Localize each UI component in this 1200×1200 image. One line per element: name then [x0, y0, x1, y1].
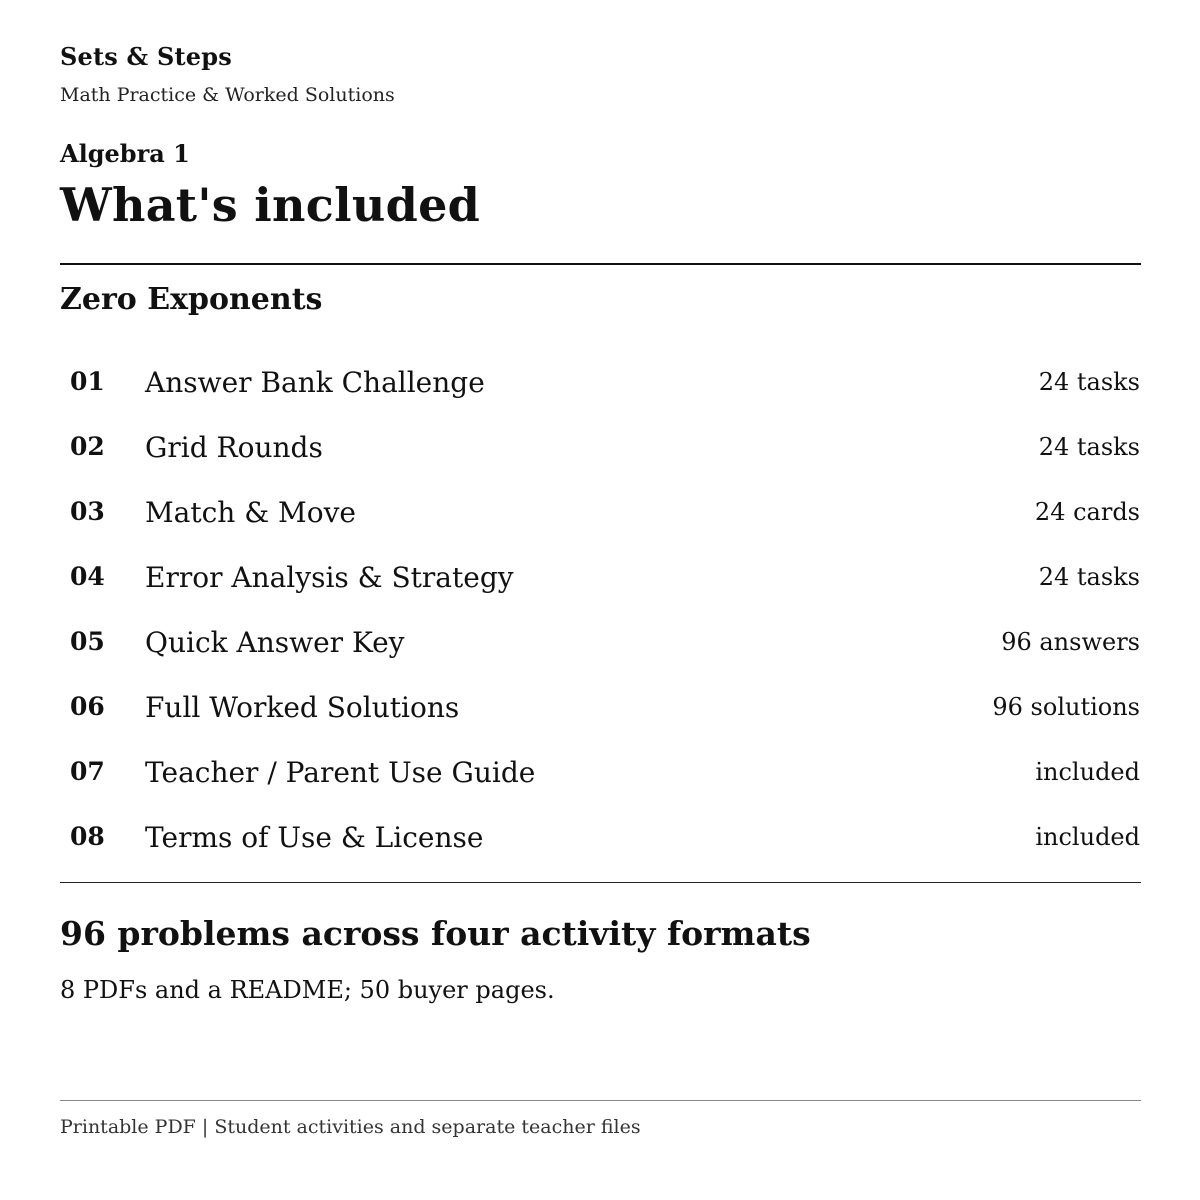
- list-item: [60, 612, 1141, 677]
- item-title: Answer Bank Challenge: [145, 366, 485, 399]
- item-number: 01: [70, 367, 105, 396]
- item-number: 07: [70, 757, 105, 786]
- item-count: 96 answers: [1001, 628, 1140, 656]
- item-title: Teacher / Parent Use Guide: [145, 756, 536, 789]
- summary-title: 96 problems across four activity formats: [60, 914, 811, 953]
- item-number: 04: [70, 562, 105, 591]
- item-count: 24 tasks: [1038, 563, 1140, 591]
- item-count: included: [1035, 823, 1140, 851]
- list-item: [60, 677, 1141, 742]
- item-number: 03: [70, 497, 105, 526]
- brand-name: Sets & Steps: [60, 42, 232, 71]
- list-item: [60, 547, 1141, 612]
- item-number: 08: [70, 822, 105, 851]
- list-item: [60, 482, 1141, 547]
- section-title: Zero Exponents: [60, 282, 323, 317]
- item-count: 96 solutions: [992, 693, 1140, 721]
- item-title: Full Worked Solutions: [145, 691, 460, 724]
- item-number: 05: [70, 627, 105, 656]
- list-divider: [60, 882, 1141, 883]
- list-item: [60, 807, 1141, 872]
- item-number: 06: [70, 692, 105, 721]
- item-title: Error Analysis & Strategy: [145, 561, 514, 594]
- course-label: Algebra 1: [60, 139, 190, 168]
- brand-tagline: Math Practice & Worked Solutions: [60, 84, 395, 106]
- page-title: What's included: [60, 178, 481, 232]
- header-divider: [60, 263, 1141, 265]
- footer-divider: [60, 1100, 1141, 1101]
- item-count: 24 cards: [1034, 498, 1140, 526]
- item-count: 24 tasks: [1038, 368, 1140, 396]
- list-item: [60, 417, 1141, 482]
- item-count: included: [1035, 758, 1140, 786]
- list-item: [60, 742, 1141, 807]
- item-number: 02: [70, 432, 105, 461]
- document-page: [60, 0, 1141, 1200]
- contents-list: [60, 352, 1141, 872]
- footer-text: Printable PDF | Student activities and separate teacher files: [60, 1116, 641, 1138]
- item-title: Grid Rounds: [145, 431, 323, 464]
- item-title: Quick Answer Key: [145, 626, 405, 659]
- item-title: Match & Move: [145, 496, 356, 529]
- list-item: [60, 352, 1141, 417]
- item-title: Terms of Use & License: [145, 821, 484, 854]
- item-count: 24 tasks: [1038, 433, 1140, 461]
- summary-text: 8 PDFs and a README; 50 buyer pages.: [60, 976, 555, 1004]
